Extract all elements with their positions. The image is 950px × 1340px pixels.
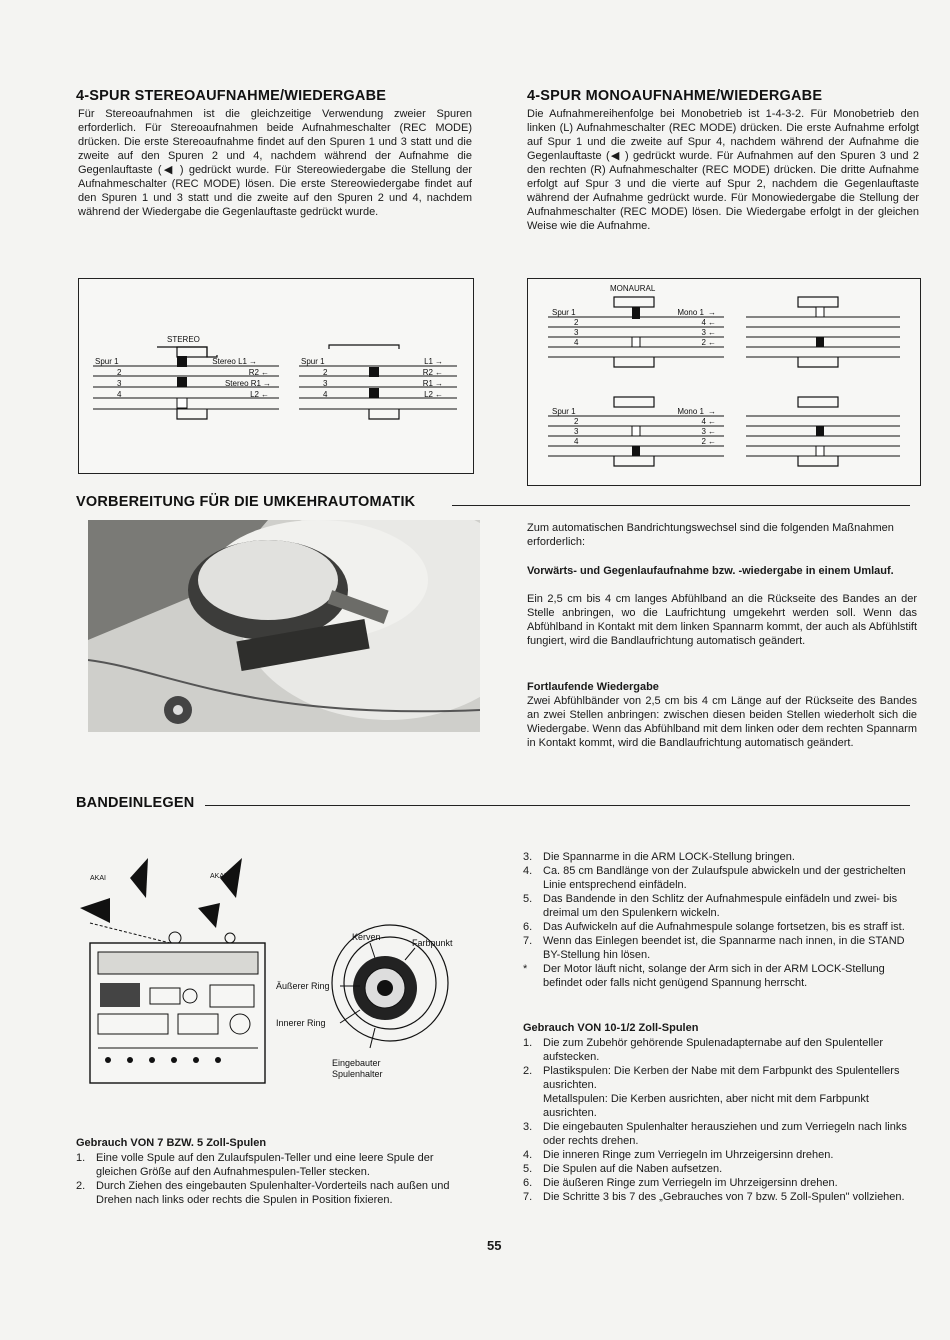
stereo-caption: STEREO [167, 335, 200, 344]
label-aeusserer-ring: Äußerer Ring [276, 981, 330, 991]
stereo-right-track-2: 2 [323, 368, 328, 377]
mono-section-body: Die Aufnahmereihenfolge bei Monobetrieb ist 1-4-3-2. Für Monobetrieb den linken (L) Aufnahmeschalter (REC MODE) drücken. Die erste Aufnahme erfolgt auf Spur 1 und die zweite auf Spur 4, nachdem während der Aufnahme die Gegenlauftaste (◀ ) gedrückt wurde. Für Aufnahmen auf den Spuren 3 und 2 den rechten (R) Aufnahmeschalter (REC MODE) drücken. Die dritte Aufnahme erfolgt auf Spur 3 und die vierte auf Spur 2, nachdem die Gegenlauftaste während der Aufnahme gedrückt wurde. Für Monowiedergabe die Stellung der Aufnahmeschalter (REC MODE) lösen. Die Wiedergabe erfolgt in der gleichen Weise wie die Aufnahme. [527, 108, 919, 232]
mono-b-label-3: 3 [701, 427, 706, 436]
label-innerer-ring: Innerer Ring [276, 1018, 326, 1028]
bandeinlegen-section-rule [205, 805, 910, 806]
stereo-track-3: 3 [117, 379, 122, 388]
label-eingebauter: Eingebauter [332, 1058, 381, 1068]
list-item: 6. Das Aufwickeln auf die Aufnahmespule solange fortsetzen, bis es straff ist. [523, 921, 905, 933]
mono-b-track-4: 4 [574, 437, 579, 446]
use10-list [523, 1036, 915, 1204]
stereo-track-drawing [79, 279, 473, 473]
label-farbpunkt: Farbpunkt [412, 938, 453, 948]
svg-text:→: → [708, 407, 716, 416]
mono-b-track-1: Spur 1 [552, 407, 576, 416]
reel-tension-arm-photo [88, 520, 480, 732]
list-item: 4. Die inneren Ringe zum Verriegeln im Uhrzeigersinn drehen. [523, 1149, 834, 1161]
stereo-right-track-4: 4 [323, 390, 328, 399]
list-item: 7. Die Schritte 3 bis 7 des „Gebrauches von 7 bzw. 5 Zoll-Spulen" vollziehen. [523, 1191, 905, 1203]
list-item: 3. Die Spannarme in die ARM LOCK-Stellung bringen. [523, 851, 795, 863]
svg-text:←: ← [708, 437, 716, 446]
svg-text:←: ← [708, 417, 716, 426]
mono-b-label-2: 2 [701, 437, 706, 446]
svg-text:AKAI: AKAI [210, 873, 226, 880]
svg-text:AKAI: AKAI [90, 875, 106, 882]
svg-text:→: → [249, 357, 257, 366]
use7-title: Gebrauch VON 7 BZW. 5 Zoll-Spulen [76, 1137, 267, 1149]
umkehr-sub1: Vorwärts- und Gegenlaufaufnahme bzw. -wiedergabe in einem Umlauf. [527, 565, 894, 577]
label-kerven: Kerven [352, 932, 381, 942]
svg-text:→: → [435, 357, 443, 366]
mono-track-4: 4 [574, 338, 579, 347]
svg-text:←: ← [261, 390, 269, 399]
tension-arm-illustration [88, 520, 480, 732]
tape-threading-diagram [70, 848, 480, 1098]
svg-text:←: ← [261, 368, 269, 377]
mono-section-title: 4-SPUR MONOAUFNAHME/WIEDERGABE [527, 88, 823, 104]
mono-track-2: 2 [574, 318, 579, 327]
umkehr-section-rule [452, 505, 910, 506]
svg-text:→: → [263, 379, 271, 388]
label-spulenhalter: Spulenhalter [332, 1069, 383, 1079]
stereo-label-l2: L2 [250, 390, 259, 399]
stereo-label-r1: Stereo R1 [224, 379, 261, 388]
list-item: 1. Die zum Zubehör gehörende Spulenadapternabe auf den Spulenteller aufstecken. [523, 1037, 884, 1063]
umkehr-section-title: VORBEREITUNG FÜR DIE UMKEHRAUTOMATIK [76, 494, 416, 510]
mono-label-4: 4 [701, 318, 706, 327]
stereo-track-2: 2 [117, 368, 122, 377]
svg-text:←: ← [435, 390, 443, 399]
stereo-right-label-l1: L1 [424, 357, 433, 366]
stereo-section-title: 4-SPUR STEREOAUFNAHME/WIEDERGABE [76, 88, 387, 104]
svg-text:←: ← [708, 328, 716, 337]
mono-b-label-1: Mono 1 [677, 407, 704, 416]
stereo-track-4: 4 [117, 390, 122, 399]
list-item: 7. Wenn das Einlegen beendet ist, die Spannarme nach innen, in die STAND BY-Stellung hin lösen. [523, 935, 905, 961]
umkehr-p2: Zwei Abfühlbänder von 2,5 cm bis 4 cm Länge auf der Rückseite des Bandes an zwei Stellen anbringen: zwischen diesen beiden Stellen wiederholt sich die Wiedergabe. Wenn das Abfühlband mit dem linken oder dem rechten Spannarm in Kontakt kommt, wird die Bandlaufrichtung automatisch geändert. [527, 695, 917, 749]
list-item: 6. Die äußeren Ringe zum Verriegeln im Uhrzeigersinn drehen. [523, 1177, 838, 1189]
svg-text:←: ← [708, 318, 716, 327]
stereo-label-r2: R2 [248, 368, 259, 377]
mono-track-3: 3 [574, 328, 579, 337]
svg-text:←: ← [708, 338, 716, 347]
list-item: 1. Eine volle Spule auf den Zulaufspulen-Teller und eine leere Spule der gleichen Größe auf den Aufnahmespulen-Teller stecken. [76, 1152, 434, 1178]
umkehr-sub2: Fortlaufende Wiedergabe [527, 681, 659, 693]
list-item: 4. Ca. 85 cm Bandlänge von der Zulaufspule abwickeln und der gestrichelten Linie entsprechend einfädeln. [523, 865, 906, 891]
list-item: 5. Die Spulen auf die Naben aufsetzen. [523, 1163, 723, 1175]
stereo-track-diagram [78, 278, 474, 474]
mono-b-label-4: 4 [701, 417, 706, 426]
right-steps-list [523, 850, 915, 990]
list-item: Metallspulen: Die Kerben ausrichten, aber nicht mit dem Farbpunkt ausrichten. [543, 1093, 869, 1119]
list-item: 3. Die eingebauten Spulenhalter herausziehen und zum Verriegeln nach links oder rechts drehen. [523, 1121, 907, 1147]
list-item: * Der Motor läuft nicht, solange der Arm sich in der ARM LOCK-Stellung befindet oder falls nicht genügend Spannung herrscht. [523, 963, 885, 989]
svg-text:←: ← [708, 427, 716, 436]
stereo-label-l1: Stereo L1 [212, 357, 247, 366]
deck-and-reel-illustration [70, 848, 480, 1098]
svg-text:←: ← [435, 368, 443, 377]
stereo-right-label-r1: R1 [422, 379, 433, 388]
mono-label-1: Mono 1 [677, 308, 704, 317]
mono-track-drawing [528, 279, 920, 485]
mono-track-diagram [527, 278, 921, 486]
list-item: 2. Durch Ziehen des eingebauten Spulenhalter-Vorderteils nach außen und Drehen nach links oder rechts die Spulen in Position fixieren. [76, 1180, 450, 1206]
svg-text:→: → [708, 308, 716, 317]
mono-label-3: 3 [701, 328, 706, 337]
list-item: 2. Plastikspulen: Die Kerben der Nabe mit dem Farbpunkt des Spulentellers ausrichten. [523, 1065, 900, 1091]
umkehr-intro: Zum automatischen Bandrichtungswechsel sind die folgenden Maßnahmen erforderlich: [527, 522, 894, 548]
mono-label-2: 2 [701, 338, 706, 347]
list-item: 5. Das Bandende in den Schlitz der Aufnahmespule einfädeln und zwei- bis dreimal um den Spulenkern wickeln. [523, 893, 898, 919]
mono-b-track-3: 3 [574, 427, 579, 436]
mono-b-track-2: 2 [574, 417, 579, 426]
stereo-right-label-l2: L2 [424, 390, 433, 399]
stereo-right-track-3: 3 [323, 379, 328, 388]
stereo-right-label-r2: R2 [422, 368, 433, 377]
umkehr-p1: Ein 2,5 cm bis 4 cm langes Abfühlband an die Rückseite des Bandes an der Stelle anbringen, wo die Laufrichtung umgekehrt werden soll. Wenn das Abfühlband in Kontakt mit dem linken Spannarm kommt, der auch als Abfühlstift fungiert, wird die Bandlaufrichtung automatisch geändert. [527, 593, 917, 647]
bandeinlegen-section-title: BANDEINLEGEN [76, 795, 195, 811]
page-number: 55 [487, 1238, 502, 1253]
use7-list [76, 1151, 468, 1207]
stereo-track-1: Spur 1 [95, 357, 119, 366]
use10-title: Gebrauch VON 10-1/2 Zoll-Spulen [523, 1022, 699, 1034]
stereo-section-body: Für Stereoaufnahmen ist die gleichzeitige Verwendung zweier Spuren erforderlich. Für Stereoaufnahmen beide Aufnahmeschalter (REC MODE) drücken. Die erste Stereoaufnahme findet auf den Spuren 1 und 3 statt und die zweite auf den Spuren 2 und 4, nachdem während der Aufnahme die Gegenlauftaste (◀ ) gedrückt wurde. Für Stereowiedergabe die Stellung der Aufnahmeschalter (REC MODE) lösen. Die erste Stereowiedergabe findet auf den Spuren 1 und 3 statt und die zweite auf den Spuren 2 und 4, nachdem während der Wiedergabe die Gegenlauftaste gedrückt wurde. [78, 108, 472, 218]
mono-track-1: Spur 1 [552, 308, 576, 317]
stereo-right-track-1: Spur 1 [301, 357, 325, 366]
svg-text:→: → [435, 379, 443, 388]
mono-caption: MONAURAL [610, 284, 656, 293]
